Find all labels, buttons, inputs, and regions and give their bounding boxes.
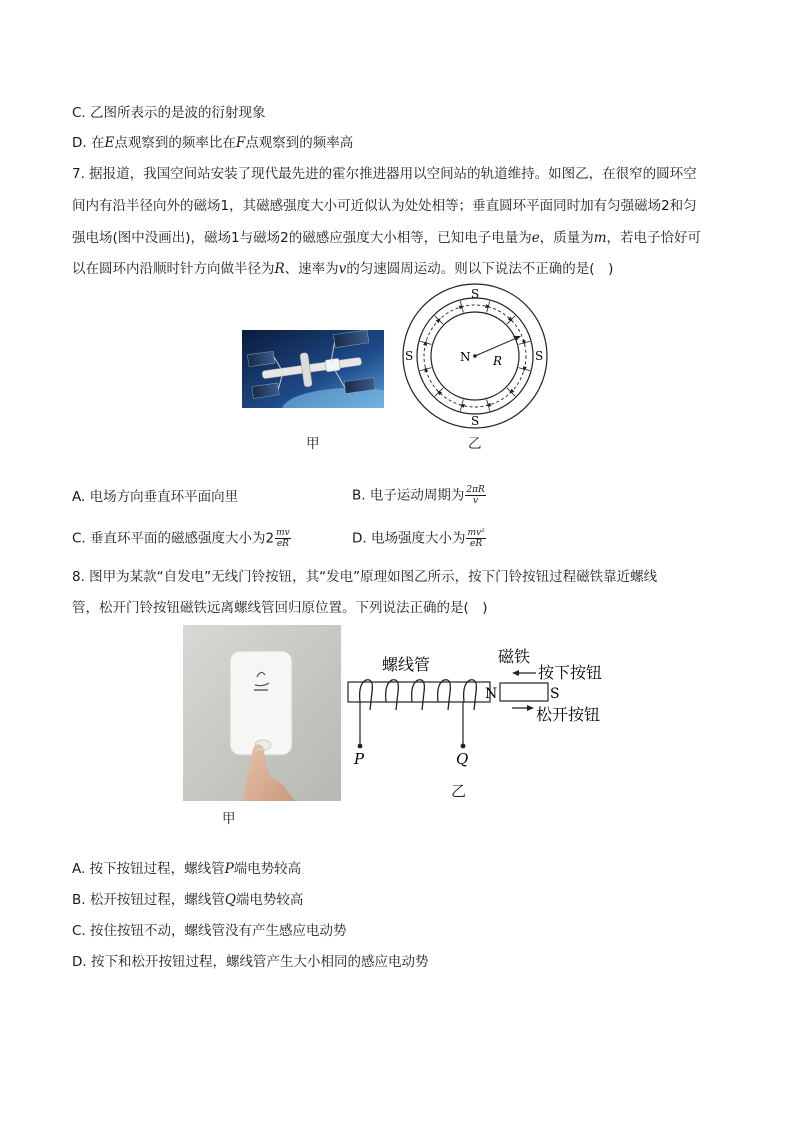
q8-option-a bbox=[72, 859, 301, 879]
q6-optd-text-a: D. 在 bbox=[72, 135, 105, 151]
q7-optc-text: C. 垂直环平面的磁感强度大小为2 bbox=[72, 530, 275, 547]
q7-optd-fraction bbox=[466, 528, 485, 549]
label-q: Q bbox=[456, 750, 469, 768]
ring-label-s-left: S bbox=[405, 349, 414, 363]
q8-optb-text-a: B. 松开按钮过程，螺线管 bbox=[72, 892, 225, 908]
space-station-illustration bbox=[242, 330, 384, 408]
q7-symbol-r: R bbox=[274, 261, 285, 277]
motion-arrow-icon bbox=[459, 305, 465, 309]
q8-stem-line2: 管，松开门铃按钮磁铁远离螺线管回归原位置。下列说法正确的是( ) bbox=[72, 600, 488, 616]
q7-optd-num: mv² bbox=[467, 528, 485, 538]
terminal-q bbox=[461, 744, 466, 749]
solenoid-diagram-svg bbox=[340, 640, 640, 800]
q7-option-a: A. 电场方向垂直环平面向里 bbox=[72, 489, 239, 505]
q7-option-c bbox=[72, 528, 292, 549]
q7-stem-line1: 7. 据报道，我国空间站安装了现代最先进的霍尔推进器用以空间站的轨道维持。如图乙，在很窄的圆环空 bbox=[72, 166, 697, 182]
q6-optd-text-c: 点观察到的频率高 bbox=[245, 135, 354, 151]
q7-stem-line3 bbox=[72, 228, 701, 248]
q8-optb-q: Q bbox=[224, 892, 236, 908]
q7-caption-jia: 甲 bbox=[306, 436, 320, 452]
ring-label-s-bottom: S bbox=[471, 414, 480, 428]
q7-optd-den: eR bbox=[470, 539, 483, 549]
motion-arrow-icon bbox=[523, 366, 527, 372]
q6-optd-point-e: E bbox=[104, 135, 115, 151]
solenoid-coil bbox=[360, 680, 477, 710]
ring-label-s-right: S bbox=[535, 349, 544, 363]
q8-caption-jia: 甲 bbox=[222, 811, 236, 827]
q7-stem-line4 bbox=[72, 259, 613, 279]
q7-line4-b: 、速率为 bbox=[284, 261, 339, 277]
q7-symbol-v: v bbox=[338, 261, 347, 277]
doorbell-illustration bbox=[183, 625, 341, 801]
q6-option-d bbox=[72, 133, 353, 153]
label-solenoid: 螺线管 bbox=[382, 655, 431, 674]
q7-optc-fraction bbox=[275, 528, 291, 549]
magnet-label-n: N bbox=[485, 686, 498, 702]
q7-optb-num: 2πR bbox=[466, 485, 485, 495]
q8-opta-text-a: A. 按下按钮过程，螺线管 bbox=[72, 861, 225, 877]
ring-label-r: R bbox=[493, 354, 503, 368]
q7-optb-den: v bbox=[473, 496, 479, 506]
q7-line3-a: 强电场(图中没画出)，磁场1与磁场2的磁感应强度大小相等，已知电子电量为 bbox=[72, 230, 532, 246]
q8-stem-line1: 8. 图甲为某款“自发电”无线门铃按钮，其“发电”原理如图乙所示，按下门铃按钮过程磁铁靠近螺线 bbox=[72, 569, 658, 585]
label-magnet: 磁铁 bbox=[498, 647, 531, 666]
q6-option-c: C. 乙图所表示的是波的衍射现象 bbox=[72, 105, 266, 121]
ring-label-n: N bbox=[460, 350, 471, 364]
q7-optc-den: eR bbox=[276, 539, 289, 549]
solenoid-core bbox=[348, 682, 490, 702]
terminal-p bbox=[358, 744, 363, 749]
magnet bbox=[500, 683, 548, 701]
ring-magnetic-field-diagram bbox=[400, 282, 550, 432]
q7-line4-a: 以在圆环内沿顺时针方向做半径为 bbox=[72, 261, 275, 277]
q8-caption-yi: 乙 bbox=[451, 782, 467, 800]
motion-arrow-icon bbox=[423, 340, 427, 346]
solenoid-magnet-diagram bbox=[340, 640, 640, 800]
q7-option-d bbox=[352, 528, 487, 549]
motion-arrow-icon bbox=[424, 367, 428, 373]
q7-caption-yi: 乙 bbox=[468, 436, 482, 452]
motion-arrow-icon bbox=[459, 404, 465, 408]
release-arrow-icon bbox=[527, 705, 534, 711]
motion-arrow-icon bbox=[486, 403, 492, 407]
q7-optd-text: D. 电场强度大小为 bbox=[352, 530, 466, 547]
q7-optb-fraction bbox=[465, 485, 485, 506]
q8-opta-p: P bbox=[224, 861, 234, 877]
label-p: P bbox=[354, 750, 365, 768]
q7-optb-text: B. 电子运动周期为 bbox=[352, 487, 465, 504]
q8-optb-text-b: 端电势较高 bbox=[235, 892, 304, 908]
q7-option-b bbox=[352, 485, 487, 506]
doorbell-photo bbox=[183, 625, 341, 801]
q8-option-b bbox=[72, 890, 303, 910]
q8-option-d: D. 按下和松开按钮过程，螺线管产生大小相同的感应电动势 bbox=[72, 954, 429, 970]
motion-arrow-icon bbox=[485, 304, 491, 308]
magnet-label-s: S bbox=[550, 686, 560, 702]
label-release: 松开按钮 bbox=[536, 705, 601, 724]
ring-label-s-top: S bbox=[471, 287, 480, 301]
q6-optd-point-f: F bbox=[235, 135, 246, 151]
q7-optc-num: mv bbox=[276, 528, 290, 538]
q7-line4-c: 的匀速圆周运动。则以下说法不正确的是( ) bbox=[346, 261, 614, 277]
space-station-photo bbox=[242, 330, 384, 408]
q6-optd-text-b: 点观察到的频率比在 bbox=[114, 135, 236, 151]
q8-opta-text-b: 端电势较高 bbox=[233, 861, 302, 877]
q7-symbol-e: e bbox=[531, 230, 540, 246]
motion-arrow-icon bbox=[522, 340, 526, 346]
ring-diagram-svg bbox=[400, 282, 550, 432]
q7-line3-c: ，若电子恰好可 bbox=[606, 230, 702, 246]
q7-stem-line2: 间内有沿半径向外的磁场1，其磁感强度大小可近似认为处处相等；垂直圆环平面同时加有匀强磁场2和匀 bbox=[72, 198, 697, 214]
q7-line3-b: ，质量为 bbox=[539, 230, 594, 246]
q7-symbol-m: m bbox=[593, 230, 607, 246]
press-arrow-icon bbox=[512, 670, 519, 676]
label-press: 按下按钮 bbox=[538, 663, 603, 682]
q8-option-c: C. 按住按钮不动，螺线管没有产生感应电动势 bbox=[72, 923, 347, 939]
